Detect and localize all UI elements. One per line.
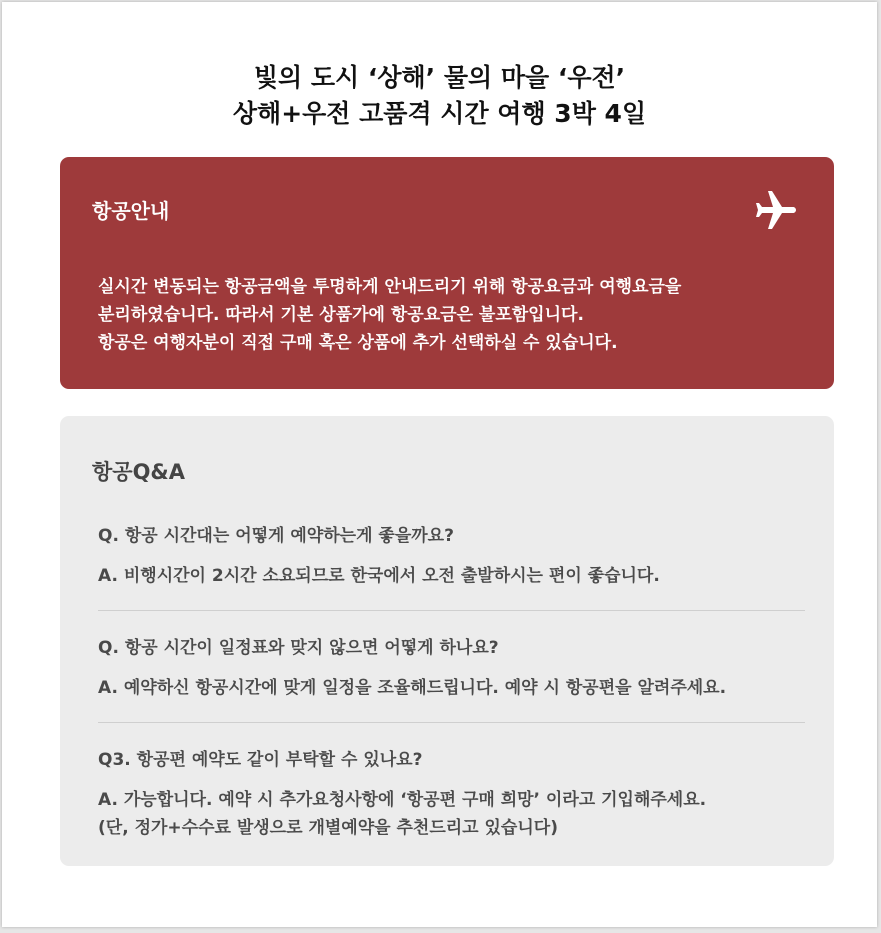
qa-question-1: Q. 항공 시간대는 어떻게 예약하는게 좋을까요? (98, 526, 454, 546)
qa-question-2: Q. 항공 시간이 일정표와 맞지 않으면 어떻게 하나요? (98, 638, 499, 658)
qa-answer-2: A. 예약하신 항공시간에 맞게 일정을 조율해드립니다. 예약 시 항공편을 알려주세요. (98, 678, 727, 698)
page-card (2, 2, 877, 927)
page-title (2, 60, 877, 132)
qa-heading: 항공Q&A (92, 460, 185, 484)
flight-qa-panel (60, 416, 834, 866)
qa-question-3: Q3. 항공편 예약도 같이 부탁할 수 있나요? (98, 750, 423, 770)
page-title-line-1: 빛의 도시 ‘상해’ 물의 마을 ‘우전’ (253, 63, 626, 92)
qa-item-1 (98, 524, 804, 590)
qa-divider-1 (98, 610, 805, 611)
flight-info-line-1: 실시간 변동되는 항공금액을 투명하게 안내드리기 위해 항공요금과 여행요금을 (98, 277, 682, 297)
flight-info-line-3: 항공은 여행자분이 직접 구매 혹은 상품에 추가 선택하실 수 있습니다. (98, 333, 618, 353)
flight-info-line-2: 분리하였습니다. 따라서 기본 상품가에 항공요금은 불포함입니다. (98, 305, 584, 325)
airplane-icon (752, 187, 800, 235)
page-title-line-2: 상해+우전 고품격 시간 여행 3박 4일 (232, 99, 647, 128)
flight-info-text (98, 273, 681, 357)
flight-info-heading: 항공안내 (92, 199, 170, 223)
qa-item-2 (98, 636, 804, 702)
qa-answer-3-note: (단, 정가+수수료 발생으로 개별예약을 추천드리고 있습니다) (98, 818, 558, 838)
qa-item-3 (98, 748, 804, 842)
flight-info-panel (60, 157, 834, 389)
qa-answer-1: A. 비행시간이 2시간 소요되므로 한국에서 오전 출발하시는 편이 좋습니다. (98, 566, 660, 586)
qa-divider-2 (98, 722, 805, 723)
qa-answer-3: A. 가능합니다. 예약 시 추가요청사항에 ‘항공편 구매 희망’ 이라고 기입해주세요. (98, 790, 707, 810)
